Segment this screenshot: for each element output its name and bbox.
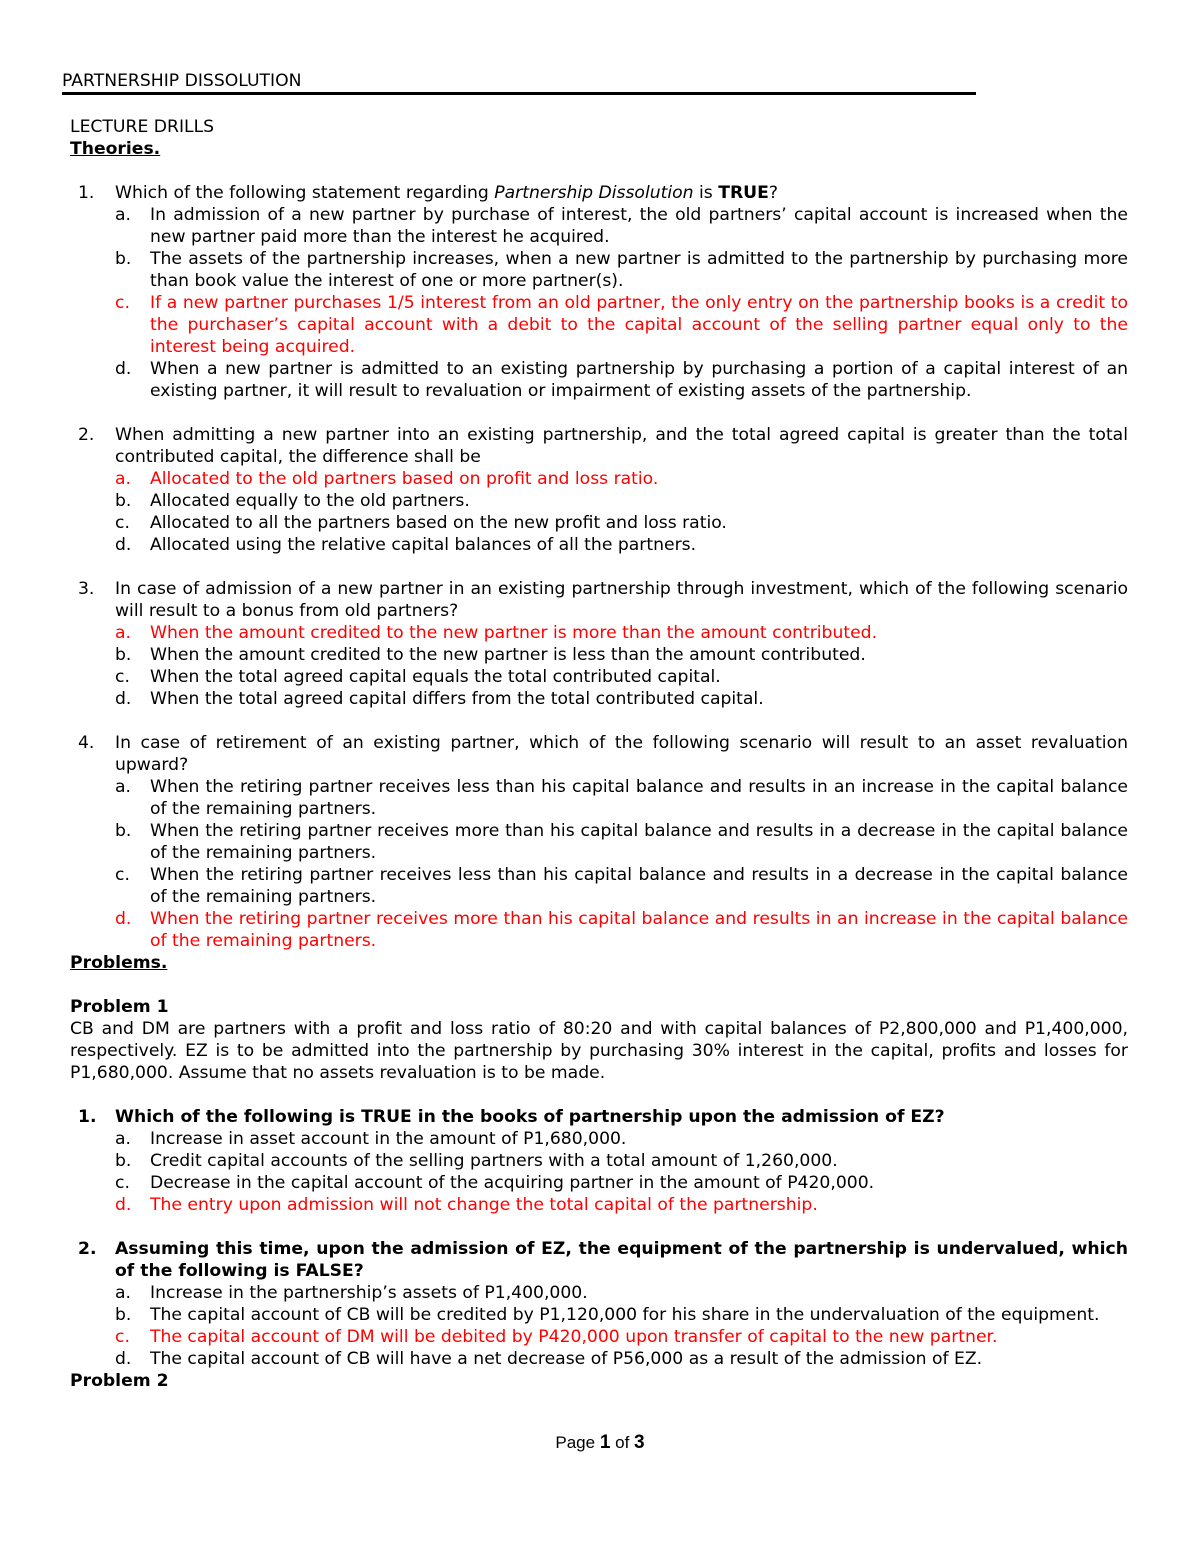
problem-question-1: 1. Which of the following is TRUE in the books of partnership upon the admission of EZ? <box>70 1106 1128 1128</box>
option-c: c. Allocated to all the partners based on the new profit and loss ratio. <box>115 513 727 533</box>
problem-question-2: 2. Assuming this time, upon the admission of EZ, the equipment of the partnership is undervalued, which of the following is FALSE? <box>78 1239 1128 1281</box>
option-a: a. Increase in the partnership’s assets of P1,400,000. <box>115 1283 588 1303</box>
page-word: Page <box>555 1433 596 1452</box>
option-b: b. When the amount credited to the new partner is less than the amount contributed. <box>115 645 866 665</box>
option-b: b. The capital account of CB will be credited by P1,120,000 for his share in the undervaluation of the equipment. <box>115 1305 1100 1325</box>
question-number: 4. <box>78 733 95 753</box>
option-d: d. The capital account of CB will have a net decrease of P56,000 as a result of the admission of EZ. <box>115 1349 983 1369</box>
theory-question-2 <box>70 424 1128 468</box>
question-number: 3. <box>78 579 95 599</box>
problem-1-text: CB and DM are partners with a profit and loss ratio of 80:20 and with capital balances of P2,800,000 and P1,400,000, respectively. EZ is to be admitted into the partnership by purchasing 30% interest in the capital, profits and losses for P1,680,000. Assume that no assets revaluation is to be made. <box>70 1019 1128 1083</box>
question-text: In case of admission of a new partner in an existing partnership through investment, which of the following scenario will result to a bonus from old partners? <box>115 579 1128 621</box>
option-b: b. Credit capital accounts of the selling partners with a total amount of 1,260,000. <box>115 1151 838 1171</box>
page-footer <box>0 1432 1200 1454</box>
option-d: d. Allocated using the relative capital balances of all the partners. <box>115 535 697 555</box>
of-word: of <box>615 1433 630 1452</box>
theory-question-3 <box>70 578 1128 622</box>
document-body <box>70 116 1128 1392</box>
lecture-heading: LECTURE DRILLS <box>70 117 215 137</box>
document-title: PARTNERSHIP DISSOLUTION <box>62 70 976 95</box>
question-text: When admitting a new partner into an existing partnership, and the total agreed capital is greater than the total contributed capital, the difference shall be <box>115 425 1128 467</box>
option-c-answer: c. The capital account of DM will be debited by P420,000 upon transfer of capital to the new partner. <box>115 1327 998 1347</box>
page-total: 3 <box>634 1432 645 1453</box>
option-a: a. Increase in asset account in the amount of P1,680,000. <box>115 1129 627 1149</box>
option-b: b. The assets of the partnership increases, when a new partner is admitted to the partnership by purchasing more than book value the interest of one or more partner(s). <box>115 249 1128 291</box>
option-a-answer: a. Allocated to the old partners based on profit and loss ratio. <box>115 469 659 489</box>
option-a: a. When the retiring partner receives less than his capital balance and results in an increase in the capital balance of the remaining partners. <box>115 777 1128 819</box>
theory-question-4 <box>70 732 1128 776</box>
option-b: b. Allocated equally to the old partners. <box>115 491 470 511</box>
problems-label: Problems. <box>70 953 168 973</box>
question-text: Which of the following is TRUE in the books of partnership upon the admission of EZ? <box>115 1107 945 1127</box>
question-text: In case of retirement of an existing partner, which of the following scenario will result to an asset revaluation upward? <box>115 733 1128 775</box>
option-d-answer: d. The entry upon admission will not change the total capital of the partnership. <box>115 1195 818 1215</box>
option-c: c. When the total agreed capital equals the total contributed capital. <box>115 667 721 687</box>
option-d: d. When a new partner is admitted to an existing partnership by purchasing a portion of a capital interest of an existing partner, it will result to revaluation or impairment of existing assets of the partnership. <box>115 359 1128 401</box>
option-b: b. When the retiring partner receives more than his capital balance and results in a decrease in the capital balance of the remaining partners. <box>115 821 1128 863</box>
option-a: a. In admission of a new partner by purchase of interest, the old partners’ capital account is increased when the new partner paid more than the interest he acquired. <box>115 205 1128 247</box>
question-number: 1. <box>78 183 95 203</box>
question-number: 2. <box>78 425 95 445</box>
problem-2-title: Problem 2 <box>70 1371 169 1391</box>
option-a-answer: a. When the amount credited to the new partner is more than the amount contributed. <box>115 623 878 643</box>
option-c: c. When the retiring partner receives less than his capital balance and results in a decrease in the capital balance of the remaining partners. <box>115 865 1128 907</box>
question-text: Which of the following statement regarding Partnership Dissolution is TRUE? <box>115 183 778 203</box>
option-c: c. Decrease in the capital account of the acquiring partner in the amount of P420,000. <box>115 1173 875 1193</box>
option-d-answer: d. When the retiring partner receives more than his capital balance and results in an increase in the capital balance of the remaining partners. <box>115 909 1128 951</box>
page-number: 1 <box>599 1432 611 1453</box>
theory-question-1 <box>70 182 1128 204</box>
option-c-answer: c. If a new partner purchases 1/5 interest from an old partner, the only entry on the partnership books is a credit to the purchaser’s capital account with a debit to the capital account of the selling partner equal only to the interest being acquired. <box>115 293 1128 357</box>
theories-label: Theories. <box>70 139 161 159</box>
option-d: d. When the total agreed capital differs from the total contributed capital. <box>115 689 764 709</box>
problem-1-title: Problem 1 <box>70 997 169 1017</box>
question-text: Assuming this time, upon the admission of EZ, the equipment of the partnership is undervalued, which of the following is FALSE? <box>115 1239 1128 1281</box>
